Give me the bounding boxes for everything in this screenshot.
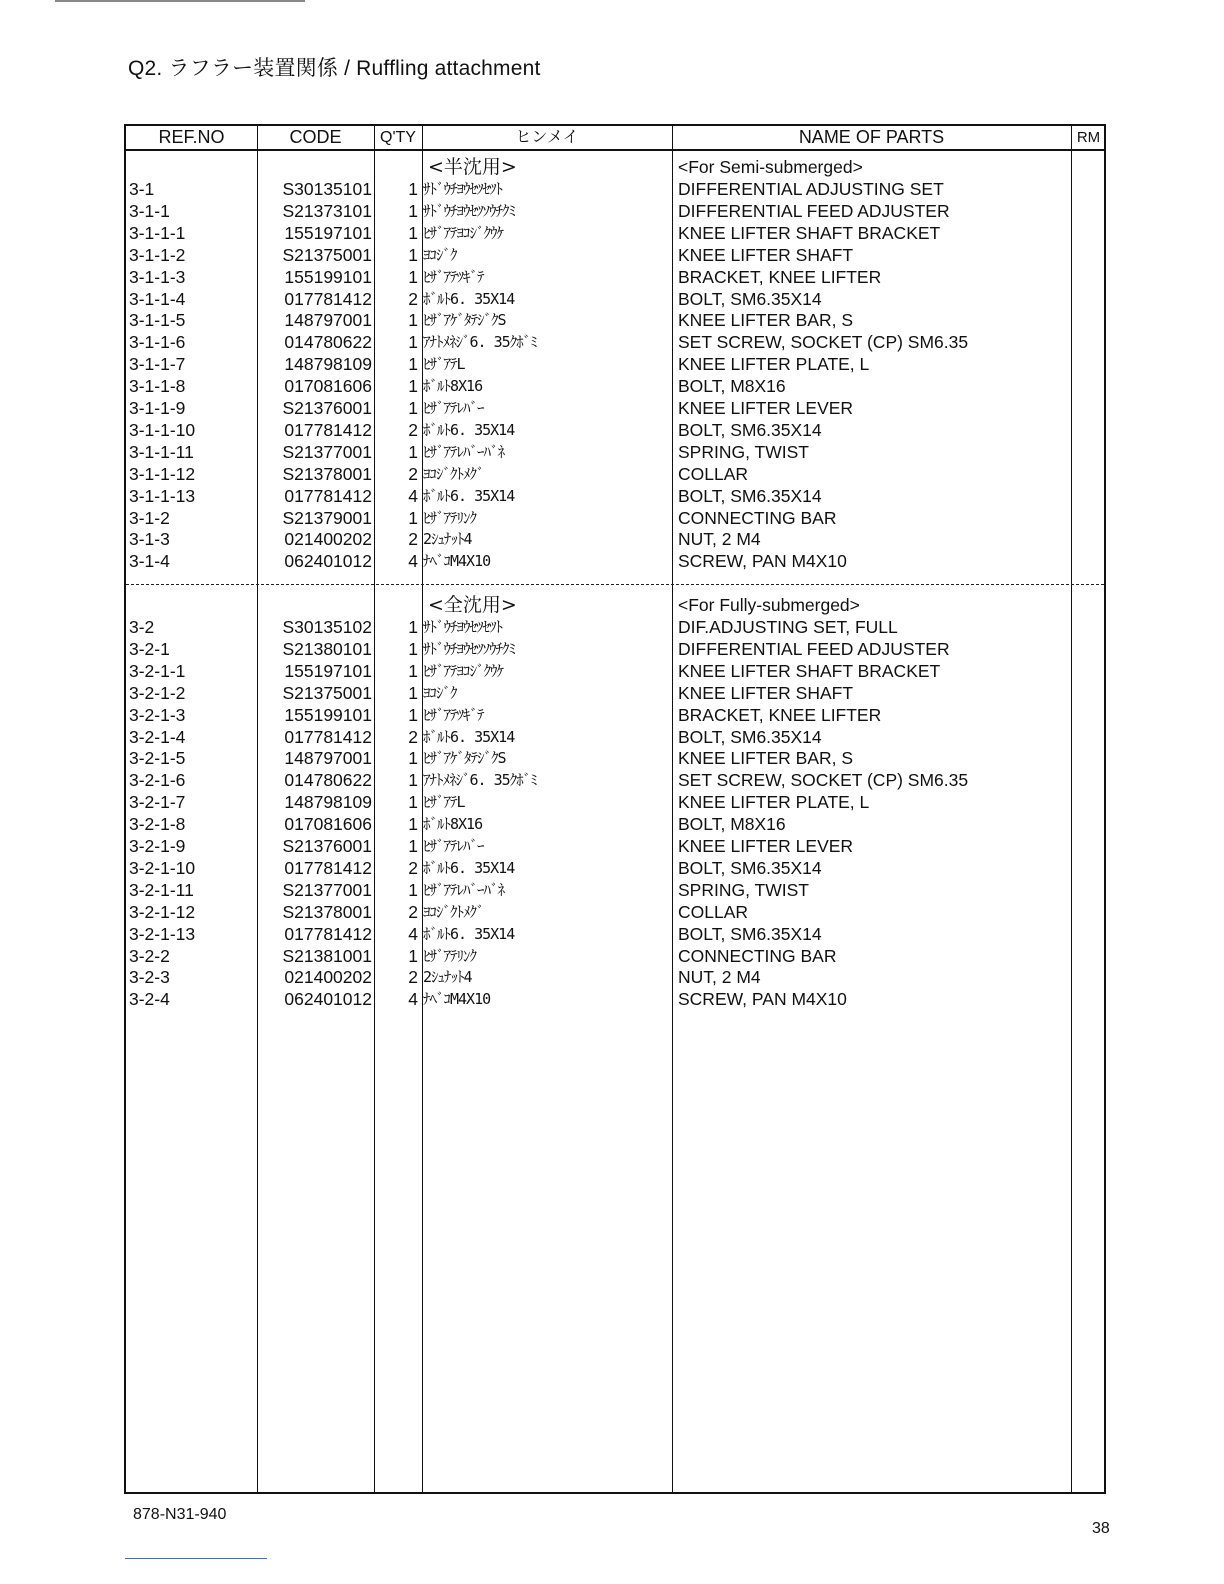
kana-cell: ﾋｻﾞｱﾃﾂｷﾞﾃ	[423, 705, 484, 724]
table-row	[126, 463, 1104, 485]
section-label-row	[126, 594, 1104, 616]
table-row	[126, 726, 1104, 748]
kana-cell: ﾋｻﾞｱｹﾞﾀﾃｼﾞｸS	[423, 311, 506, 330]
name-cell: KNEE LIFTER BAR, S	[678, 748, 854, 769]
ref-cell: 3-1-1-13	[129, 485, 196, 506]
name-cell: COLLAR	[678, 901, 749, 922]
ref-cell: 3-2-1-10	[129, 857, 196, 878]
code-cell: S21377001	[282, 879, 372, 900]
ref-cell: 3-2-4	[129, 989, 170, 1010]
kana-cell: ｱﾅﾄﾒﾈｼﾞ6. 35ｸﾎﾞﾐ	[423, 333, 537, 352]
kana-cell: ﾋｻﾞｱﾃﾘﾝｸ	[423, 508, 477, 527]
kana-cell: 2ｼｭﾅｯﾄ4	[423, 530, 472, 549]
qty-cell: 1	[408, 879, 418, 900]
kana-cell: ﾋｻﾞｱﾃL	[423, 793, 465, 812]
table-row	[126, 288, 1104, 310]
kana-cell: ﾋｻﾞｱﾃﾚﾊﾞｰﾊﾞﾈ	[423, 880, 505, 899]
code-cell: 155199101	[284, 266, 372, 287]
ref-cell: 3-2-3	[129, 967, 170, 988]
qty-cell: 1	[408, 244, 418, 265]
code-cell: 021400202	[284, 967, 372, 988]
table-row	[126, 485, 1104, 507]
qty-cell: 1	[408, 660, 418, 681]
table-row	[126, 660, 1104, 682]
table-row	[126, 353, 1104, 375]
ref-cell: 3-2-1-1	[129, 660, 186, 681]
ref-cell: 3-1-1-4	[129, 288, 186, 309]
kana-cell: ﾎﾞﾙﾄ6. 35X14	[423, 858, 515, 877]
kana-cell: ﾋｻﾞｱﾃﾚﾊﾞｰ	[423, 399, 484, 417]
name-cell: KNEE LIFTER PLATE, L	[678, 792, 870, 813]
name-cell: CONNECTING BAR	[678, 945, 837, 966]
qty-cell: 2	[408, 726, 418, 747]
table-row	[126, 923, 1104, 945]
section-kana-label: <全沈用>	[428, 594, 517, 616]
table-row	[126, 528, 1104, 550]
ref-cell: 3-1	[129, 179, 155, 199]
kana-cell: ﾅﾍﾞｺM4X10	[423, 552, 491, 571]
name-cell: BRACKET, KNEE LIFTER	[678, 266, 882, 287]
table-row	[126, 835, 1104, 857]
qty-cell: 1	[408, 836, 418, 856]
table-row	[126, 244, 1104, 266]
table-row	[126, 945, 1104, 967]
name-cell: NUT, 2 M4	[678, 967, 761, 988]
kana-cell: ﾎﾞﾙﾄ6. 35X14	[423, 727, 515, 746]
name-cell: BOLT, SM6.35X14	[678, 726, 822, 747]
code-cell: S21373101	[282, 200, 372, 221]
header-code: CODE	[289, 127, 342, 147]
qty-cell: 1	[408, 507, 418, 528]
code-cell: 155197101	[284, 222, 372, 243]
name-cell: BOLT, SM6.35X14	[678, 857, 822, 878]
qty-cell: 2	[408, 419, 418, 440]
kana-cell: ﾎﾞﾙﾄ6. 35X14	[423, 486, 515, 505]
qty-cell: 1	[408, 617, 418, 637]
kana-cell: ﾋｻﾞｱｹﾞﾀﾃｼﾞｸS	[423, 749, 506, 768]
header-name-of-parts: NAME OF PARTS	[798, 127, 945, 147]
code-cell: 021400202	[284, 529, 372, 550]
ref-cell: 3-1-1-2	[129, 244, 186, 265]
name-cell: BOLT, SM6.35X14	[678, 923, 822, 944]
qty-cell: 4	[408, 989, 418, 1010]
name-cell: CONNECTING BAR	[678, 507, 837, 528]
table-row	[126, 419, 1104, 441]
name-cell: BOLT, M8X16	[678, 814, 786, 835]
section-label-row	[126, 156, 1104, 178]
table-row	[126, 550, 1104, 572]
ref-cell: 3-1-1-6	[129, 332, 186, 353]
table-row	[126, 966, 1104, 988]
kana-cell: ﾖｺｼﾞｸ	[423, 683, 457, 702]
code-cell: 062401012	[284, 551, 372, 572]
header-rm: RM	[1076, 129, 1101, 146]
kana-cell: ｱﾅﾄﾒﾈｼﾞ6. 35ｸﾎﾞﾐ	[423, 771, 537, 790]
code-cell: S21375001	[282, 244, 372, 265]
kana-cell: ﾖｺｼﾞｸ	[423, 245, 457, 264]
table-row	[126, 441, 1104, 463]
table-row	[126, 178, 1104, 200]
ref-cell: 3-2-1-12	[129, 901, 196, 922]
kana-cell: ﾖｺｼﾞｸﾄﾒｸﾞ	[423, 464, 484, 483]
name-cell: BOLT, SM6.35X14	[678, 485, 822, 506]
qty-cell: 1	[408, 200, 418, 221]
ref-cell: 3-2-1-2	[129, 682, 186, 703]
table-row	[126, 879, 1104, 901]
qty-cell: 1	[408, 945, 418, 966]
scan-edge-line	[55, 0, 305, 2]
section-name-label: <For Semi-submerged>	[678, 157, 863, 177]
qty-cell: 2	[408, 288, 418, 309]
name-cell: KNEE LIFTER SHAFT BRACKET	[678, 222, 941, 243]
name-cell: KNEE LIFTER SHAFT BRACKET	[678, 660, 941, 681]
kana-cell: ﾎﾞﾙﾄ6. 35X14	[423, 420, 515, 439]
code-cell: 017781412	[284, 726, 372, 747]
ref-cell: 3-1-1-11	[129, 441, 194, 462]
qty-cell: 4	[408, 485, 418, 506]
ref-cell: 3-2-1-4	[129, 726, 186, 747]
code-cell: S21375001	[282, 682, 372, 703]
table-row	[126, 266, 1104, 288]
qty-cell: 1	[408, 310, 418, 331]
kana-cell: ﾎﾞﾙﾄ6. 35X14	[423, 924, 515, 943]
name-cell: DIF.ADJUSTING SET, FULL	[678, 617, 898, 637]
code-cell: S21376001	[282, 398, 372, 418]
ref-cell: 3-2-1-9	[129, 836, 186, 856]
table-row	[126, 616, 1104, 638]
ref-cell: 3-2-2	[129, 945, 170, 966]
kana-cell: ﾎﾞﾙﾄ8X16	[423, 815, 483, 834]
code-cell: 014780622	[284, 332, 372, 353]
kana-cell: ﾋｻﾞｱﾃﾖｺｼﾞｸｳｹ	[423, 223, 504, 242]
ref-cell: 3-2-1-7	[129, 792, 186, 813]
ref-cell: 3-1-1-12	[129, 463, 196, 484]
table-row	[126, 704, 1104, 726]
table-row	[126, 747, 1104, 769]
name-cell: NUT, 2 M4	[678, 529, 761, 550]
code-cell: 148797001	[284, 748, 372, 769]
name-cell: BOLT, SM6.35X14	[678, 419, 822, 440]
qty-cell: 1	[408, 376, 418, 397]
kana-cell: ｻﾄﾞｳﾁﾖｳｾﾂｿｳﾁｸﾐ	[423, 201, 516, 220]
qty-cell: 1	[408, 638, 418, 659]
qty-cell: 2	[408, 857, 418, 878]
table-row	[126, 791, 1104, 813]
qty-cell: 1	[408, 222, 418, 243]
ref-cell: 3-2	[129, 617, 155, 637]
qty-cell: 2	[408, 901, 418, 922]
name-cell: SET SCREW, SOCKET (CP) SM6.35	[678, 332, 969, 353]
code-cell: 148798109	[284, 354, 372, 375]
code-cell: S21380101	[282, 638, 372, 659]
code-cell: S21381001	[282, 945, 372, 966]
ref-cell: 3-2-1	[129, 638, 170, 659]
name-cell: BOLT, SM6.35X14	[678, 288, 822, 309]
qty-cell: 2	[408, 967, 418, 988]
name-cell: KNEE LIFTER SHAFT	[678, 244, 854, 265]
name-cell: SCREW, PAN M4X10	[678, 989, 847, 1010]
section-separator	[126, 584, 1104, 585]
ref-cell: 3-1-4	[129, 551, 170, 572]
name-cell: SCREW, PAN M4X10	[678, 551, 847, 572]
ref-cell: 3-2-1-3	[129, 704, 186, 725]
qty-cell: 1	[408, 748, 418, 769]
table-row	[126, 397, 1104, 419]
ref-cell: 3-2-1-5	[129, 748, 186, 769]
name-cell: KNEE LIFTER LEVER	[678, 836, 854, 856]
table-row	[126, 682, 1104, 704]
kana-cell: ｻﾄﾞｳﾁﾖｳｾﾂｾﾂﾄ	[423, 180, 503, 198]
ref-cell: 3-1-3	[129, 529, 170, 550]
code-cell: S21379001	[282, 507, 372, 528]
kana-cell: ﾎﾞﾙﾄ8X16	[423, 377, 483, 396]
kana-cell: ﾋｻﾞｱﾃﾖｺｼﾞｸｳｹ	[423, 661, 504, 680]
section-kana-label: <半沈用>	[428, 156, 517, 178]
kana-cell: ﾋｻﾞｱﾃﾚﾊﾞｰﾊﾞﾈ	[423, 442, 505, 461]
header-hinmei: ヒンメイ	[515, 129, 579, 146]
ref-cell: 3-2-1-8	[129, 814, 186, 835]
ref-cell: 3-2-1-6	[129, 770, 186, 791]
table-row	[126, 769, 1104, 791]
qty-cell: 1	[408, 814, 418, 835]
qty-cell: 1	[408, 682, 418, 703]
page-title: Q2. ラフラー装置関係 / Ruffling attachment	[128, 57, 541, 80]
header-qty: Q'TY	[380, 129, 416, 146]
name-cell: KNEE LIFTER PLATE, L	[678, 354, 870, 375]
kana-cell: ﾋｻﾞｱﾃL	[423, 355, 465, 374]
name-cell: SET SCREW, SOCKET (CP) SM6.35	[678, 770, 969, 791]
ref-cell: 3-1-1-9	[129, 398, 186, 418]
table-row	[126, 222, 1104, 244]
kana-cell: 2ｼｭﾅｯﾄ4	[423, 968, 472, 987]
name-cell: KNEE LIFTER SHAFT	[678, 682, 854, 703]
name-cell: KNEE LIFTER BAR, S	[678, 310, 854, 331]
qty-cell: 1	[408, 398, 418, 418]
kana-cell: ｻﾄﾞｳﾁﾖｳｾﾂｾﾂﾄ	[423, 618, 503, 636]
page-number: 38	[1092, 1520, 1110, 1537]
code-cell: 014780622	[284, 770, 372, 791]
section-name-label: <For Fully-submerged>	[678, 595, 860, 615]
name-cell: DIFFERENTIAL ADJUSTING SET	[678, 179, 944, 199]
kana-cell: ﾋｻﾞｱﾃﾚﾊﾞｰ	[423, 837, 484, 855]
header-divider	[126, 149, 1104, 151]
footer-rule	[125, 1558, 267, 1559]
code-cell: 017781412	[284, 485, 372, 506]
ref-cell: 3-1-1-5	[129, 310, 186, 331]
name-cell: KNEE LIFTER LEVER	[678, 398, 854, 418]
ref-cell: 3-1-1	[129, 200, 170, 221]
table-row	[126, 309, 1104, 331]
table-row	[126, 988, 1104, 1010]
code-cell: S21378001	[282, 463, 372, 484]
ref-cell: 3-2-1-13	[129, 923, 196, 944]
code-cell: 148798109	[284, 792, 372, 813]
qty-cell: 1	[408, 266, 418, 287]
ref-cell: 3-1-1-1	[129, 222, 186, 243]
qty-cell: 1	[408, 792, 418, 813]
qty-cell: 1	[408, 441, 418, 462]
kana-cell: ｻﾄﾞｳﾁﾖｳｾﾂｿｳﾁｸﾐ	[423, 639, 516, 658]
qty-cell: 4	[408, 923, 418, 944]
code-cell: 017781412	[284, 419, 372, 440]
qty-cell: 1	[408, 704, 418, 725]
name-cell: COLLAR	[678, 463, 749, 484]
header-ref-no: REF.NO	[158, 127, 225, 147]
code-cell: 017081606	[284, 814, 372, 835]
code-cell: S30135101	[282, 179, 372, 199]
code-cell: S21377001	[282, 441, 372, 462]
code-cell: 017781412	[284, 288, 372, 309]
ref-cell: 3-1-1-7	[129, 354, 186, 375]
code-cell: 017781412	[284, 923, 372, 944]
ref-cell: 3-1-2	[129, 507, 170, 528]
code-cell: S30135102	[282, 617, 372, 637]
name-cell: DIFFERENTIAL FEED ADJUSTER	[678, 638, 950, 659]
parts-table	[124, 124, 1106, 1494]
ref-cell: 3-1-1-10	[129, 419, 196, 440]
ref-cell: 3-1-1-8	[129, 376, 186, 397]
table-row	[126, 200, 1104, 222]
kana-cell: ﾎﾞﾙﾄ6. 35X14	[423, 289, 515, 308]
kana-cell: ﾅﾍﾞｺM4X10	[423, 990, 491, 1009]
qty-cell: 2	[408, 529, 418, 550]
qty-cell: 1	[408, 770, 418, 791]
name-cell: DIFFERENTIAL FEED ADJUSTER	[678, 200, 950, 221]
code-cell: 155197101	[284, 660, 372, 681]
name-cell: BRACKET, KNEE LIFTER	[678, 704, 882, 725]
document-code: 878-N31-940	[133, 1506, 227, 1523]
table-row	[126, 507, 1104, 529]
code-cell: S21378001	[282, 901, 372, 922]
kana-cell: ﾋｻﾞｱﾃﾘﾝｸ	[423, 946, 477, 965]
qty-cell: 4	[408, 551, 418, 572]
name-cell: SPRING, TWIST	[678, 879, 809, 900]
code-cell: 017081606	[284, 376, 372, 397]
ref-cell: 3-2-1-11	[129, 879, 194, 900]
code-cell: 062401012	[284, 989, 372, 1010]
qty-cell: 2	[408, 463, 418, 484]
table-row	[126, 638, 1104, 660]
table-row	[126, 375, 1104, 397]
code-cell: 148797001	[284, 310, 372, 331]
code-cell: S21376001	[282, 836, 372, 856]
table-row	[126, 813, 1104, 835]
qty-cell: 1	[408, 354, 418, 375]
code-cell: 017781412	[284, 857, 372, 878]
name-cell: BOLT, M8X16	[678, 376, 786, 397]
table-row	[126, 857, 1104, 879]
qty-cell: 1	[408, 179, 418, 199]
code-cell: 155199101	[284, 704, 372, 725]
kana-cell: ﾖｺｼﾞｸﾄﾒｸﾞ	[423, 902, 484, 921]
kana-cell: ﾋｻﾞｱﾃﾂｷﾞﾃ	[423, 267, 484, 286]
qty-cell: 1	[408, 332, 418, 353]
ref-cell: 3-1-1-3	[129, 266, 186, 287]
name-cell: SPRING, TWIST	[678, 441, 809, 462]
table-row	[126, 901, 1104, 923]
table-row	[126, 331, 1104, 353]
